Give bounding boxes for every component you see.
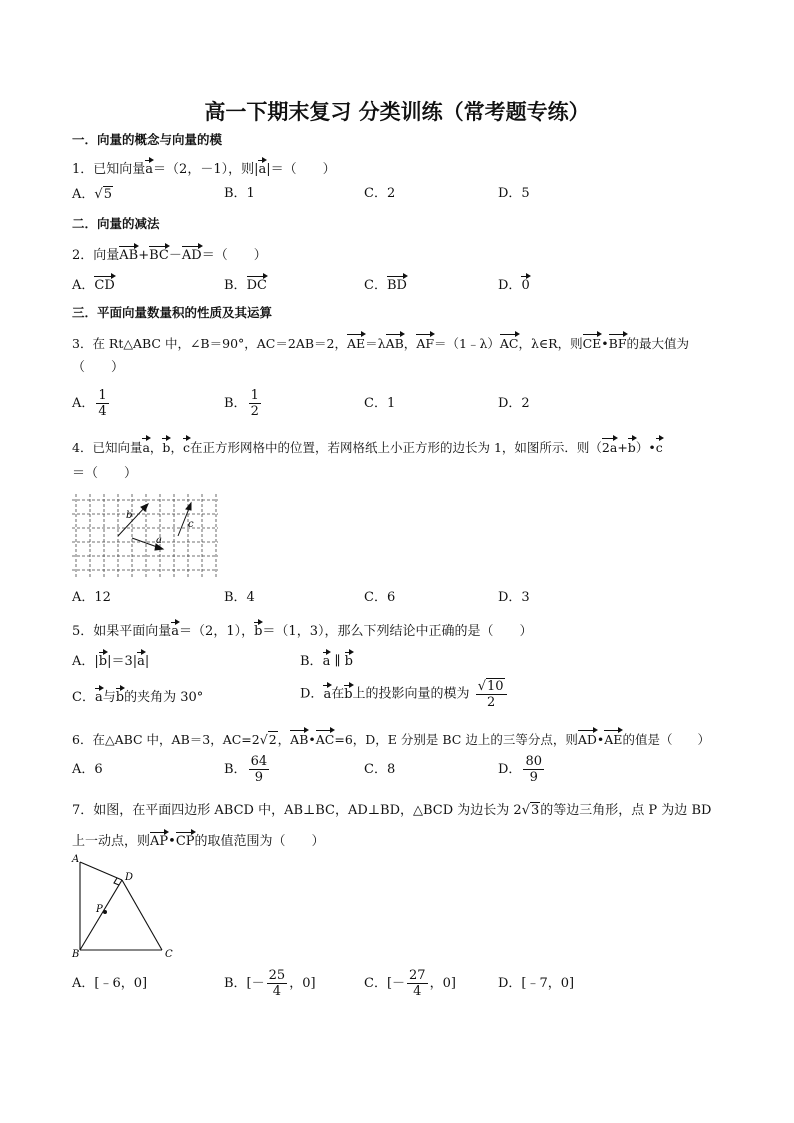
question-4-grid-figure — [72, 494, 220, 580]
section-heading-3: 三．平面向量数量积的性质及其运算 — [72, 305, 273, 320]
question-6-stem: 6．在△ABC 中，AB＝3，AC=2√2，AB•AC=6，D，E 分别是 BC 边上的三等分点，则AD•AE的值是（ ） — [72, 728, 710, 748]
question-3-option-b[interactable]: B． $\frac{1}{2}$ — [224, 388, 259, 419]
figure-label-c: c — [188, 519, 194, 530]
question-3-stem: 3．在 Rt△ABC 中，∠B＝90°，AC＝2AB＝2，AE＝λAB，AF＝（1﹣λ）AC，λ∈R，则CE•BF的最大值为 — [72, 332, 689, 352]
question-5-option-c[interactable]: C．a与b的夹角为 30° — [72, 686, 203, 706]
figure-label-point-d: D — [125, 872, 134, 883]
question-1-option-a[interactable]: A．√5 — [72, 187, 112, 202]
question-5-option-b[interactable]: B．a ∥ b — [300, 650, 353, 670]
question-7-option-c[interactable]: C．[－ $\frac{27}{4}$ ，0] — [364, 968, 456, 999]
figure-label-point-p: P — [96, 904, 103, 915]
vector-a: a — [145, 158, 153, 178]
question-1-option-c[interactable]: C．2 — [364, 186, 396, 201]
question-4-option-c[interactable]: C．6 — [364, 590, 396, 605]
question-2-option-c[interactable]: C．BD — [364, 274, 407, 294]
question-7-option-b[interactable]: B．[－ $\frac{25}{4}$ ，0] — [224, 968, 316, 999]
question-4-option-b[interactable]: B．4 — [224, 590, 255, 605]
question-6-option-a[interactable]: A．6 — [72, 762, 103, 777]
question-2-stem: 2．向量AB+BC－AD＝（ ） — [72, 244, 267, 264]
figure-label-b: b — [126, 510, 133, 521]
question-2-option-b[interactable]: B．DC — [224, 274, 267, 294]
question-3-option-c[interactable]: C．1 — [364, 396, 396, 411]
question-5-option-d[interactable]: D．a在b上的投影向量的模为 $\frac{√10}{2}$ — [300, 678, 509, 710]
question-4-stem-line2: ＝（ ） — [72, 466, 138, 481]
figure-label-point-b: B — [72, 949, 80, 960]
question-4-option-d[interactable]: D．3 — [498, 590, 530, 605]
question-6-option-d[interactable]: D． $\frac{80}{9}$ — [498, 754, 542, 785]
question-7-stem: 7．如图，在平面四边形 ABCD 中，AB⊥BC，AD⊥BD，△BCD 为边长为 2√3的等边三角形，点 P 为边 BD — [72, 803, 712, 818]
question-7-quadrilateral-figure — [70, 854, 182, 962]
question-3-option-a[interactable]: A． $\frac{1}{4}$ — [72, 388, 107, 419]
question-4-option-a[interactable]: A．12 — [72, 590, 111, 605]
question-3-stem-line2: （ ） — [72, 360, 125, 375]
question-7-stem-line2: 上一动点，则AP•CP的取值范围为（ ） — [72, 830, 325, 850]
section-heading-1: 一．向量的概念与向量的模 — [72, 132, 223, 147]
question-6-option-b[interactable]: B． $\frac{64}{9}$ — [224, 754, 268, 785]
question-7-option-a[interactable]: A．[﹣6，0] — [72, 976, 148, 991]
question-1-option-b[interactable]: B．1 — [224, 186, 255, 201]
section-heading-2: 二．向量的减法 — [72, 216, 160, 231]
question-2-option-d[interactable]: D．0 — [498, 274, 530, 294]
question-5-option-a[interactable]: A．|b|＝3|a| — [72, 650, 149, 670]
question-1-stem: 1．已知向量a＝（2，－1），则|a|＝（ ） — [72, 158, 336, 178]
question-6-option-c[interactable]: C．8 — [364, 762, 396, 777]
question-5-stem: 5．如果平面向量a＝（2，1），b＝（1，3），那么下列结论中正确的是（ ） — [72, 620, 532, 640]
question-2-option-a[interactable]: A．CD — [72, 274, 115, 294]
figure-label-point-a: A — [72, 854, 80, 865]
question-1-option-d[interactable]: D．5 — [498, 186, 530, 201]
question-7-option-d[interactable]: D．[﹣7，0] — [498, 976, 575, 991]
question-3-option-d[interactable]: D．2 — [498, 396, 530, 411]
question-4-stem: 4．已知向量a，b，c在正方形网格中的位置，若网格纸上小正方形的边长为 1，如图所示．则（2a+b）•c — [72, 436, 663, 456]
figure-label-point-c: C — [165, 949, 173, 960]
figure-label-a: a — [156, 535, 162, 546]
page-title: 高一下期末复习 分类训练（常考题专练） — [204, 100, 590, 124]
